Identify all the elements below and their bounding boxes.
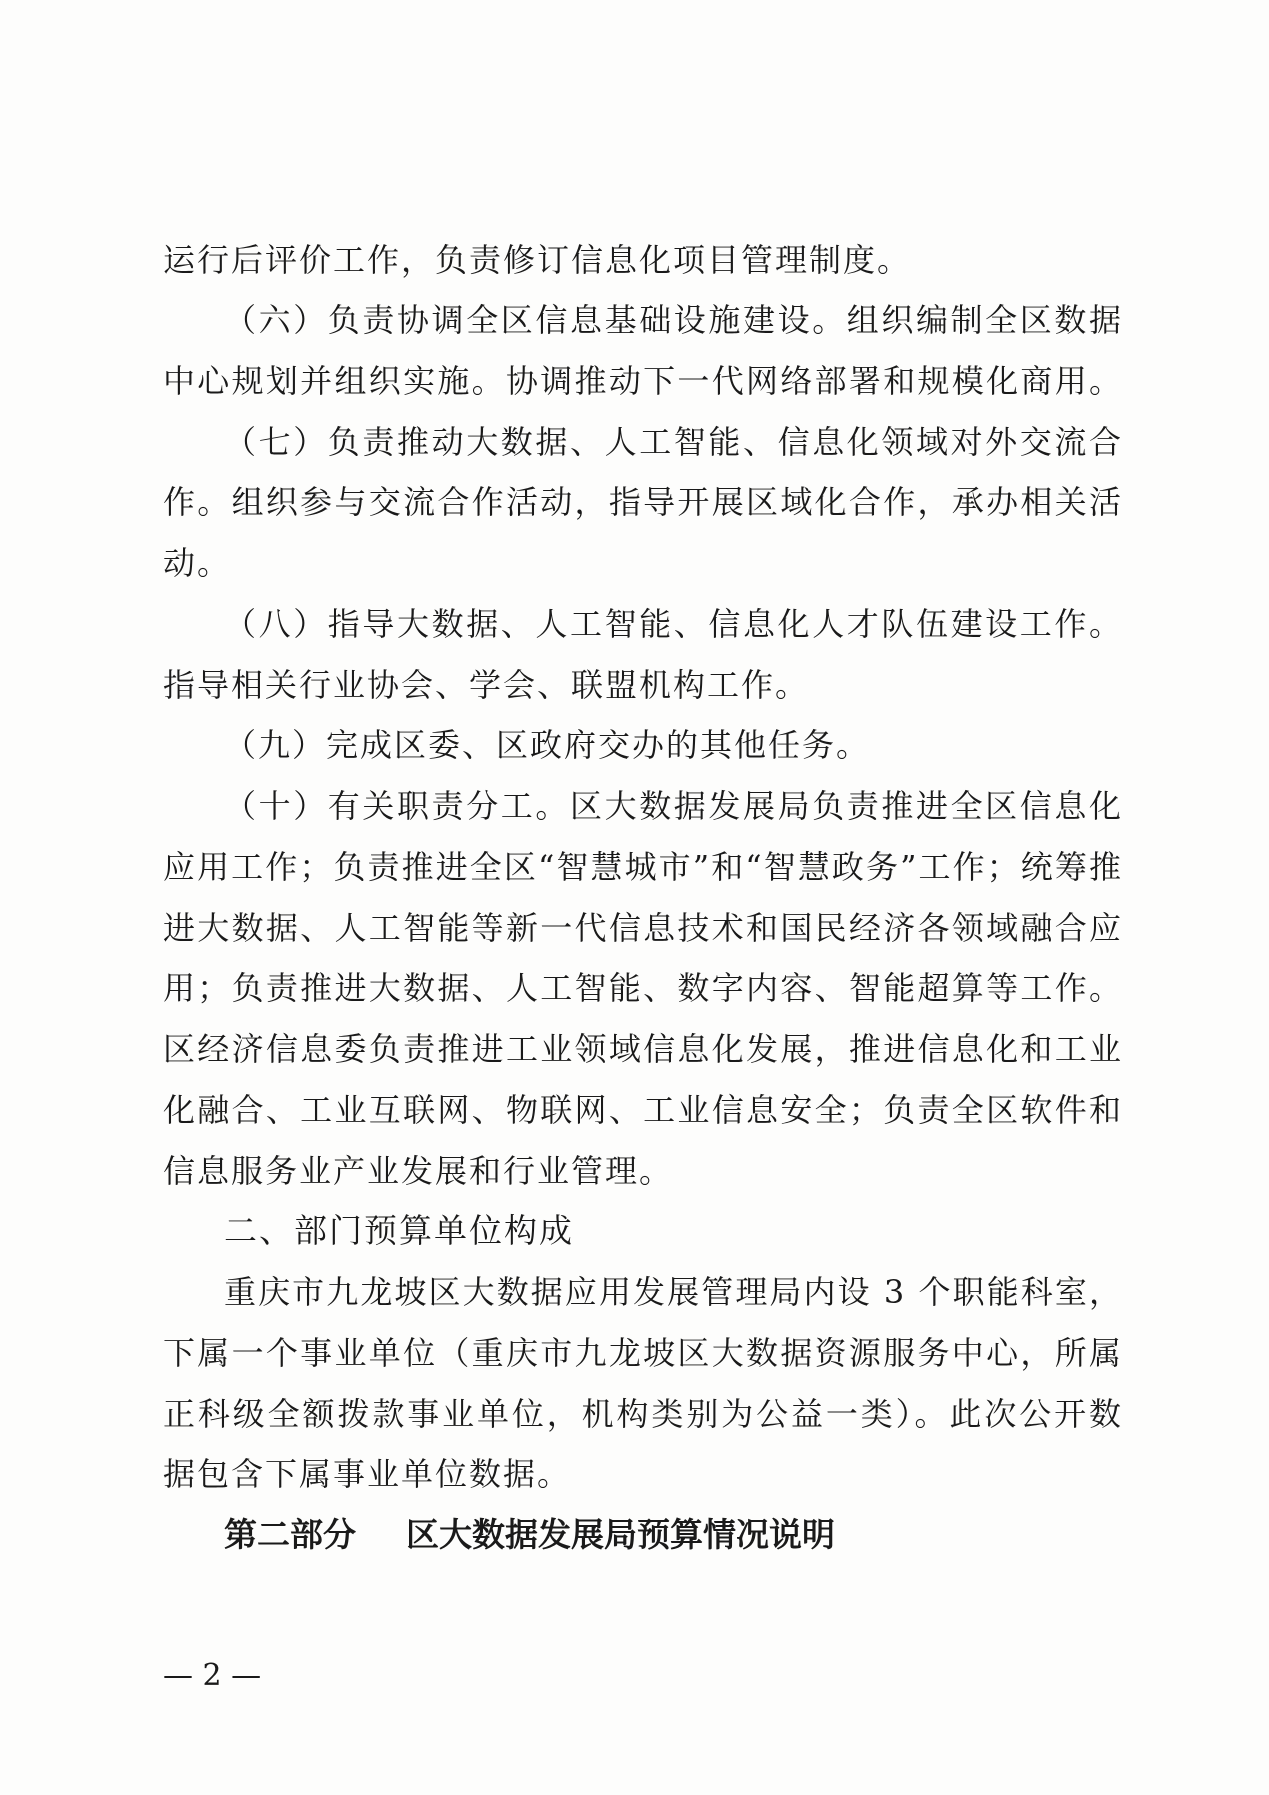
text-line: 动。 — [163, 544, 232, 582]
text-line: 据包含下属事业单位数据。 — [163, 1455, 572, 1493]
text-line: 重庆市九龙坡区大数据应用发展管理局内设 3 个职能科室， — [224, 1273, 1123, 1311]
text-line: 区经济信息委负责推进工业领域信息化发展，推进信息化和工业 — [163, 1030, 1123, 1068]
part-label: 第二部分 — [224, 1515, 356, 1554]
part-heading — [224, 1511, 835, 1559]
text-line: 作。组织参与交流合作活动，指导开展区域化合作，承办相关活 — [163, 483, 1123, 521]
section-heading: 二、部门预算单位构成 — [224, 1211, 574, 1250]
text-line: 化融合、工业互联网、物联网、工业信息安全；负责全区软件和 — [163, 1091, 1123, 1129]
part-title: 区大数据发展局预算情况说明 — [406, 1515, 835, 1554]
text-line: 正科级全额拨款事业单位，机构类别为公益一类）。此次公开数 — [163, 1395, 1123, 1433]
text-line: （八）指导大数据、人工智能、信息化人才队伍建设工作。 — [224, 605, 1123, 643]
text-line: （七）负责推动大数据、人工智能、信息化领域对外交流合 — [224, 423, 1123, 461]
text-line: 中心规划并组织实施。协调推动下一代网络部署和规模化商用。 — [163, 362, 1123, 400]
text-line: 进大数据、人工智能等新一代信息技术和国民经济各领域融合应 — [163, 909, 1123, 947]
text-line: 指导相关行业协会、学会、联盟机构工作。 — [163, 666, 810, 704]
text-line: 运行后评价工作，负责修订信息化项目管理制度。 — [163, 241, 912, 279]
page-number: — 2 — — [163, 1658, 262, 1693]
text-line: 应用工作；负责推进全区“智慧城市”和“智慧政务”工作；统筹推 — [163, 848, 1123, 886]
text-line: （六）负责协调全区信息基础设施建设。组织编制全区数据 — [224, 301, 1123, 339]
text-line: 信息服务业产业发展和行业管理。 — [163, 1152, 674, 1190]
text-line: 用；负责推进大数据、人工智能、数字内容、智能超算等工作。 — [163, 969, 1123, 1007]
text-line: （十）有关职责分工。区大数据发展局负责推进全区信息化 — [224, 787, 1123, 825]
text-line: 下属一个事业单位（重庆市九龙坡区大数据资源服务中心，所属 — [163, 1334, 1123, 1372]
text-line: （九）完成区委、区政府交办的其他任务。 — [224, 726, 871, 764]
